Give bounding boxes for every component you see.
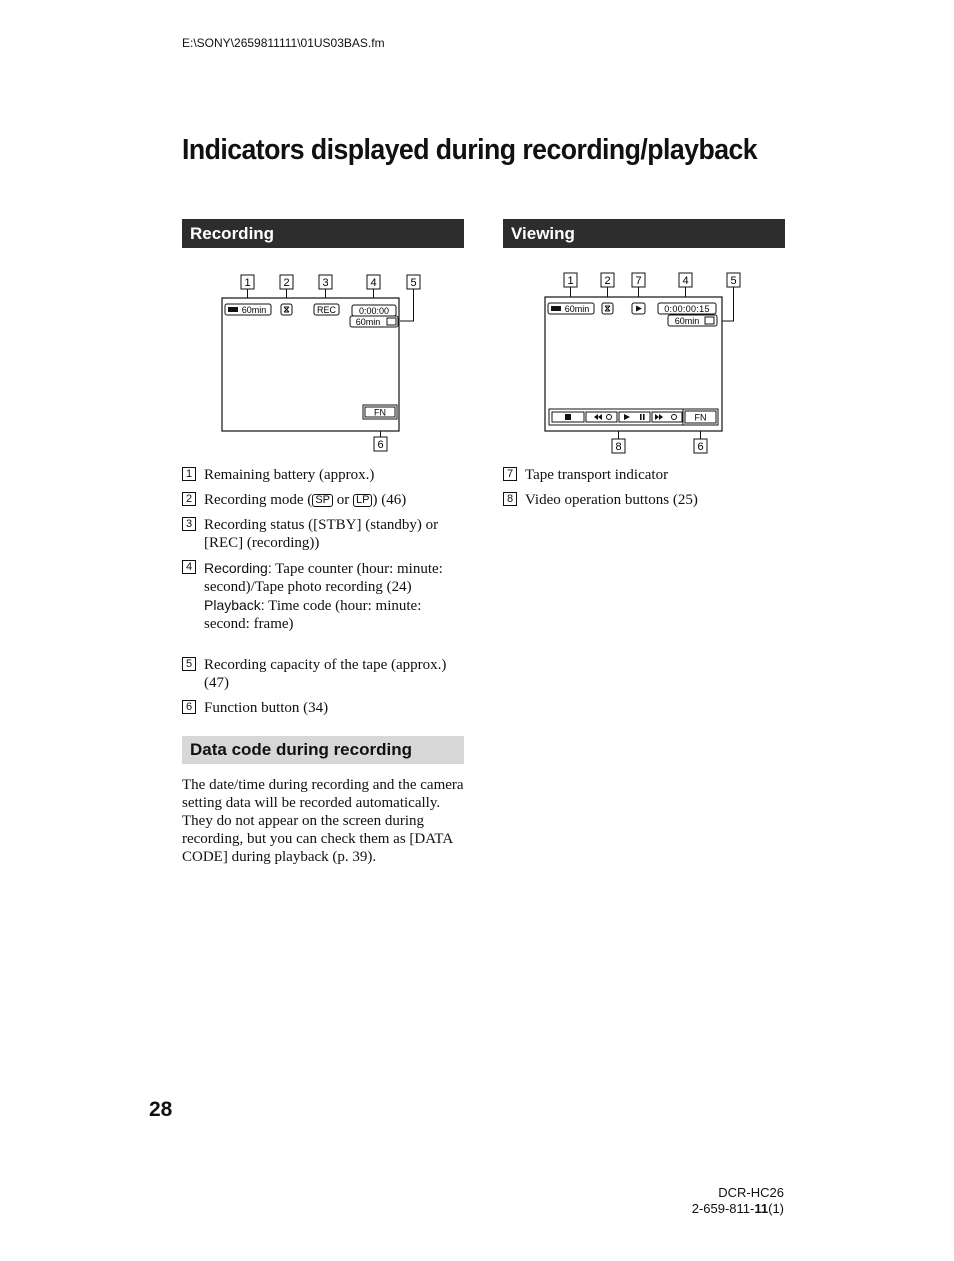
data-code-paragraph: The date/time during recording and the camera setting data will be recorded automatically. They do not appear on the screen during recording, but you can check them as [DATA CODE] during playback (p. 39). — [182, 777, 464, 865]
callout-3 — [319, 275, 332, 289]
svg-text:5: 5 — [410, 277, 417, 289]
battery-indicator — [225, 304, 271, 315]
svg-text:0:00:00:15: 0:00:00:15 — [664, 304, 710, 314]
svg-text:7: 7 — [635, 275, 642, 287]
list-item — [182, 466, 467, 484]
callout-4 — [367, 275, 380, 289]
svg-text:REC: REC — [316, 305, 337, 315]
svg-text:1: 1 — [244, 277, 251, 289]
list-item — [503, 466, 788, 484]
battery-indicator — [548, 303, 594, 314]
page-title: Indicators displayed during recording/playback — [182, 134, 758, 166]
list-item — [182, 559, 467, 633]
svg-text:8: 8 — [615, 441, 622, 453]
cassette-icon — [387, 318, 396, 325]
stop-icon — [565, 414, 571, 420]
callout-6 — [694, 439, 707, 453]
play-transport-icon — [632, 303, 645, 314]
svg-text:6: 6 — [697, 441, 704, 453]
recording-screen-diagram — [210, 266, 430, 458]
tape-capacity — [350, 316, 398, 327]
item-number: 4 — [182, 560, 196, 574]
svg-text:FN: FN — [694, 412, 707, 423]
svg-text:60min: 60min — [355, 317, 381, 327]
time-code — [658, 303, 716, 314]
callout-2 — [280, 275, 293, 289]
svg-text:3: 3 — [322, 277, 329, 289]
recording-status — [314, 304, 339, 315]
callout-7 — [632, 273, 645, 287]
sp-mode-icon: SP — [312, 494, 333, 507]
svg-text:60min: 60min — [241, 305, 267, 315]
battery-icon — [551, 306, 561, 311]
callout-2 — [601, 273, 614, 287]
svg-text:60min: 60min — [674, 316, 700, 326]
item-number: 7 — [503, 467, 517, 481]
svg-text:2: 2 — [283, 277, 290, 289]
item-number: 6 — [182, 700, 196, 714]
callout-1 — [564, 273, 577, 287]
svg-text:5: 5 — [730, 275, 737, 287]
fast-forward-button[interactable] — [652, 412, 682, 422]
recording-mode-icon — [281, 304, 292, 315]
list-item — [182, 699, 467, 717]
item-number: 8 — [503, 492, 517, 506]
section-heading-data-code: Data code during recording — [182, 736, 464, 764]
rewind-button[interactable] — [586, 412, 617, 422]
list-item — [182, 516, 467, 552]
svg-text:FN: FN — [374, 407, 386, 418]
callout-8 — [612, 439, 625, 453]
viewing-screen-diagram — [536, 266, 756, 458]
item-number: 2 — [182, 492, 196, 506]
play-pause-button[interactable] — [619, 412, 650, 422]
callout-4 — [679, 273, 692, 287]
svg-text:4: 4 — [682, 275, 689, 287]
document-code: 2-659-811-11(1) — [691, 1201, 784, 1216]
item-text: Tape transport indicator — [525, 467, 669, 483]
item-text: Recording capacity of the tape (approx.) (47) — [204, 657, 447, 691]
item-number: 3 — [182, 517, 196, 531]
callout-5 — [727, 273, 740, 287]
item-number: 1 — [182, 467, 196, 481]
stop-button[interactable] — [552, 412, 584, 422]
model-number: DCR-HC26 — [718, 1185, 784, 1200]
fn-button[interactable] — [683, 409, 718, 425]
svg-text:0:00:00: 0:00:00 — [358, 306, 390, 316]
lp-mode-icon: LP — [353, 494, 372, 507]
callout-6 — [374, 437, 387, 451]
item-text: Recording status ([STBY] (standby) or [REC] (recording)) — [204, 517, 439, 551]
callout-1 — [241, 275, 254, 289]
item-text: Video operation buttons (25) — [525, 492, 698, 508]
item-text: Function button (34) — [204, 700, 329, 716]
callout-5 — [407, 275, 420, 289]
item-text: Recording mode ( SP or LP ) (46) — [204, 492, 407, 508]
svg-text:4: 4 — [370, 277, 377, 289]
battery-icon — [228, 307, 238, 312]
svg-text:2: 2 — [604, 275, 611, 287]
list-item — [182, 491, 467, 509]
item-number: 5 — [182, 657, 196, 671]
recording-mode-icon — [602, 303, 613, 314]
item-text: Remaining battery (approx.) — [204, 467, 375, 483]
fn-button[interactable] — [363, 405, 397, 419]
tape-capacity — [668, 315, 717, 326]
svg-text:60min: 60min — [564, 304, 590, 314]
tape-counter — [352, 305, 396, 316]
list-item — [182, 656, 467, 692]
section-heading-recording: Recording — [182, 219, 464, 248]
svg-text:1: 1 — [567, 275, 574, 287]
item-text: Recording: Tape counter (hour: minute: second)/Tape photo recording (24) Playback: Time code (hour: minute: second: frame) — [204, 560, 443, 632]
footer — [680, 1185, 784, 1217]
svg-text:6: 6 — [377, 439, 384, 451]
file-path: E:\SONY\2659811111\01US03BAS.fm — [182, 36, 385, 50]
page-number: 28 — [149, 1098, 173, 1121]
list-item — [503, 491, 788, 509]
cassette-icon — [705, 317, 714, 324]
section-heading-viewing: Viewing — [503, 219, 785, 248]
